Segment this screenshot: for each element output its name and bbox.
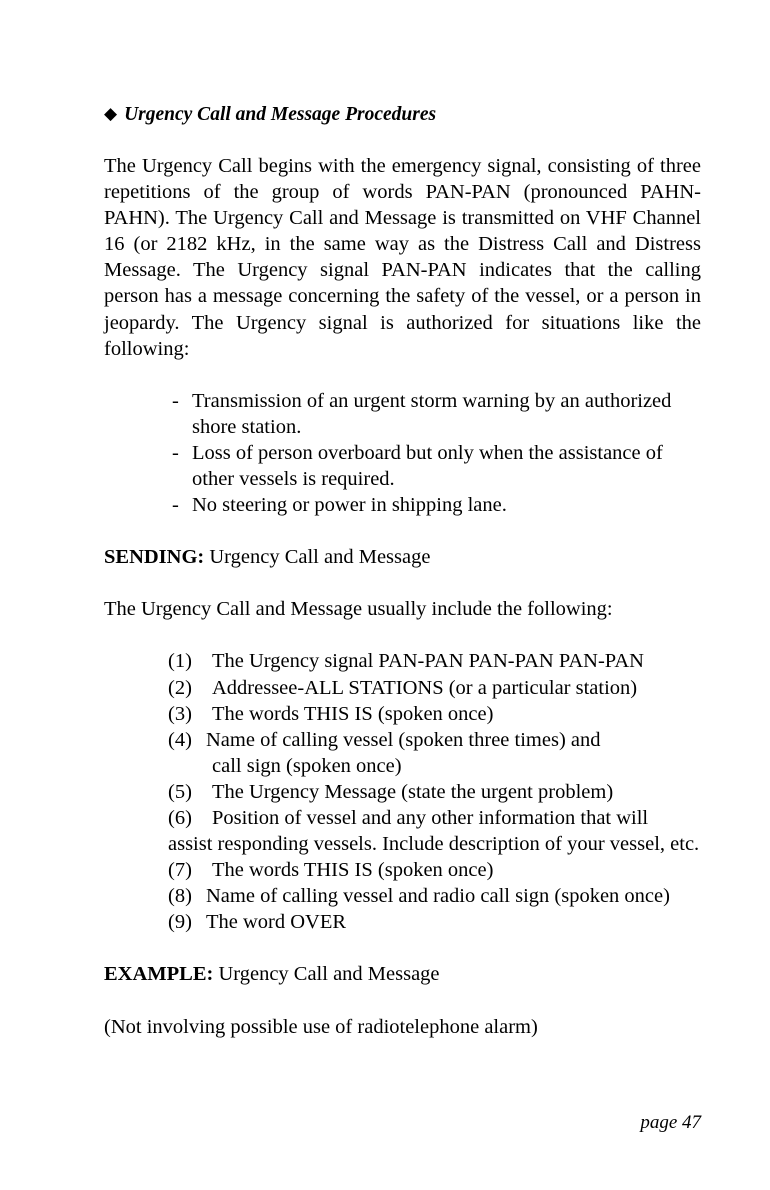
list-item xyxy=(104,805,701,857)
intro-paragraph: The Urgency Call begins with the emergency signal, consisting of three repetitions of the group of words PAN-PAN (pronounced PAHN-PAHN). The Urgency Call and Message is transmitted on VHF Channel 16 (or 2182 kHz, in the same way as the Distress Call and Distress Message. The Urgency signal PAN-PAN indicates that the calling person has a message concerning the safety of the vessel, or a person in jeopardy. The Urgency signal is authorized for situations like the following: xyxy=(104,155,701,360)
list-item xyxy=(104,648,701,674)
list-item xyxy=(104,701,701,727)
spacer xyxy=(104,362,701,388)
example-label-rest: Urgency Call and Message xyxy=(213,963,440,986)
list-item-text: Name of calling vessel and radio call sign (spoken once) xyxy=(206,885,670,908)
sending-heading xyxy=(104,544,701,570)
item-number: (3) xyxy=(168,702,192,725)
situations-list xyxy=(104,388,701,518)
diamond-bullet-icon: ◆ xyxy=(104,104,118,123)
spacer xyxy=(104,518,701,544)
list-item-text: Transmission of an urgent storm warning by an authorized shore station. xyxy=(192,389,672,438)
list-item xyxy=(104,675,701,701)
item-number: (1) xyxy=(168,650,192,673)
page-footer xyxy=(0,1112,701,1134)
example-note: (Not involving possible use of radiotelephone alarm) xyxy=(104,1015,538,1038)
sending-items-list xyxy=(104,648,701,935)
spacer xyxy=(104,127,701,153)
item-number: (2) xyxy=(168,676,192,699)
list-item-text: Position of vessel and any other information that will xyxy=(212,806,649,829)
item-number: (8) xyxy=(168,885,192,908)
page-number: page 47 xyxy=(640,1112,701,1133)
item-number: (9) xyxy=(168,911,192,934)
list-item-text: The Urgency Message (state the urgent problem) xyxy=(212,780,614,803)
list-item-text: No steering or power in shipping lane. xyxy=(192,494,507,517)
list-item xyxy=(104,779,701,805)
list-item-text: Name of calling vessel (spoken three times) and xyxy=(206,728,601,751)
page-content xyxy=(104,102,701,1040)
item-number: (6) xyxy=(168,806,192,829)
list-item xyxy=(104,883,701,909)
list-item xyxy=(104,388,701,440)
spacer xyxy=(104,622,701,648)
list-item-text: The words THIS IS (spoken once) xyxy=(212,702,494,725)
list-item-text: The word OVER xyxy=(206,911,347,934)
spacer xyxy=(104,935,701,961)
list-item xyxy=(104,857,701,883)
sending-lead-in: The Urgency Call and Message usually include the following: xyxy=(104,598,613,621)
list-item-continuation: call sign (spoken once) xyxy=(212,754,402,777)
item-number: (5) xyxy=(168,780,192,803)
dash-marker: - xyxy=(172,494,179,517)
list-item-text: Addressee-ALL STATIONS (or a particular station) xyxy=(212,676,638,699)
list-item-text: The words THIS IS (spoken once) xyxy=(212,859,494,882)
list-item xyxy=(104,727,701,779)
example-label: EXAMPLE: xyxy=(104,963,214,986)
page-title xyxy=(104,102,701,127)
sending-label: SENDING: xyxy=(104,546,205,569)
spacer xyxy=(104,570,701,596)
list-item xyxy=(104,440,701,492)
list-item xyxy=(104,909,701,935)
sending-label-rest: Urgency Call and Message xyxy=(204,546,431,569)
spacer xyxy=(104,988,701,1014)
list-item xyxy=(104,492,701,518)
item-number: (7) xyxy=(168,859,192,882)
dash-marker: - xyxy=(172,441,179,464)
example-heading xyxy=(104,961,701,987)
list-item-continuation: assist responding vessels. Include description of your vessel, etc. xyxy=(168,833,700,856)
list-item-text: Loss of person overboard but only when the assistance of other vessels is required. xyxy=(192,441,663,491)
dash-marker: - xyxy=(172,389,179,412)
section-heading-text: Urgency Call and Message Procedures xyxy=(124,104,437,125)
list-item-text: The Urgency signal PAN-PAN PAN-PAN PAN-PAN xyxy=(212,650,644,673)
item-number: (4) xyxy=(168,728,192,751)
